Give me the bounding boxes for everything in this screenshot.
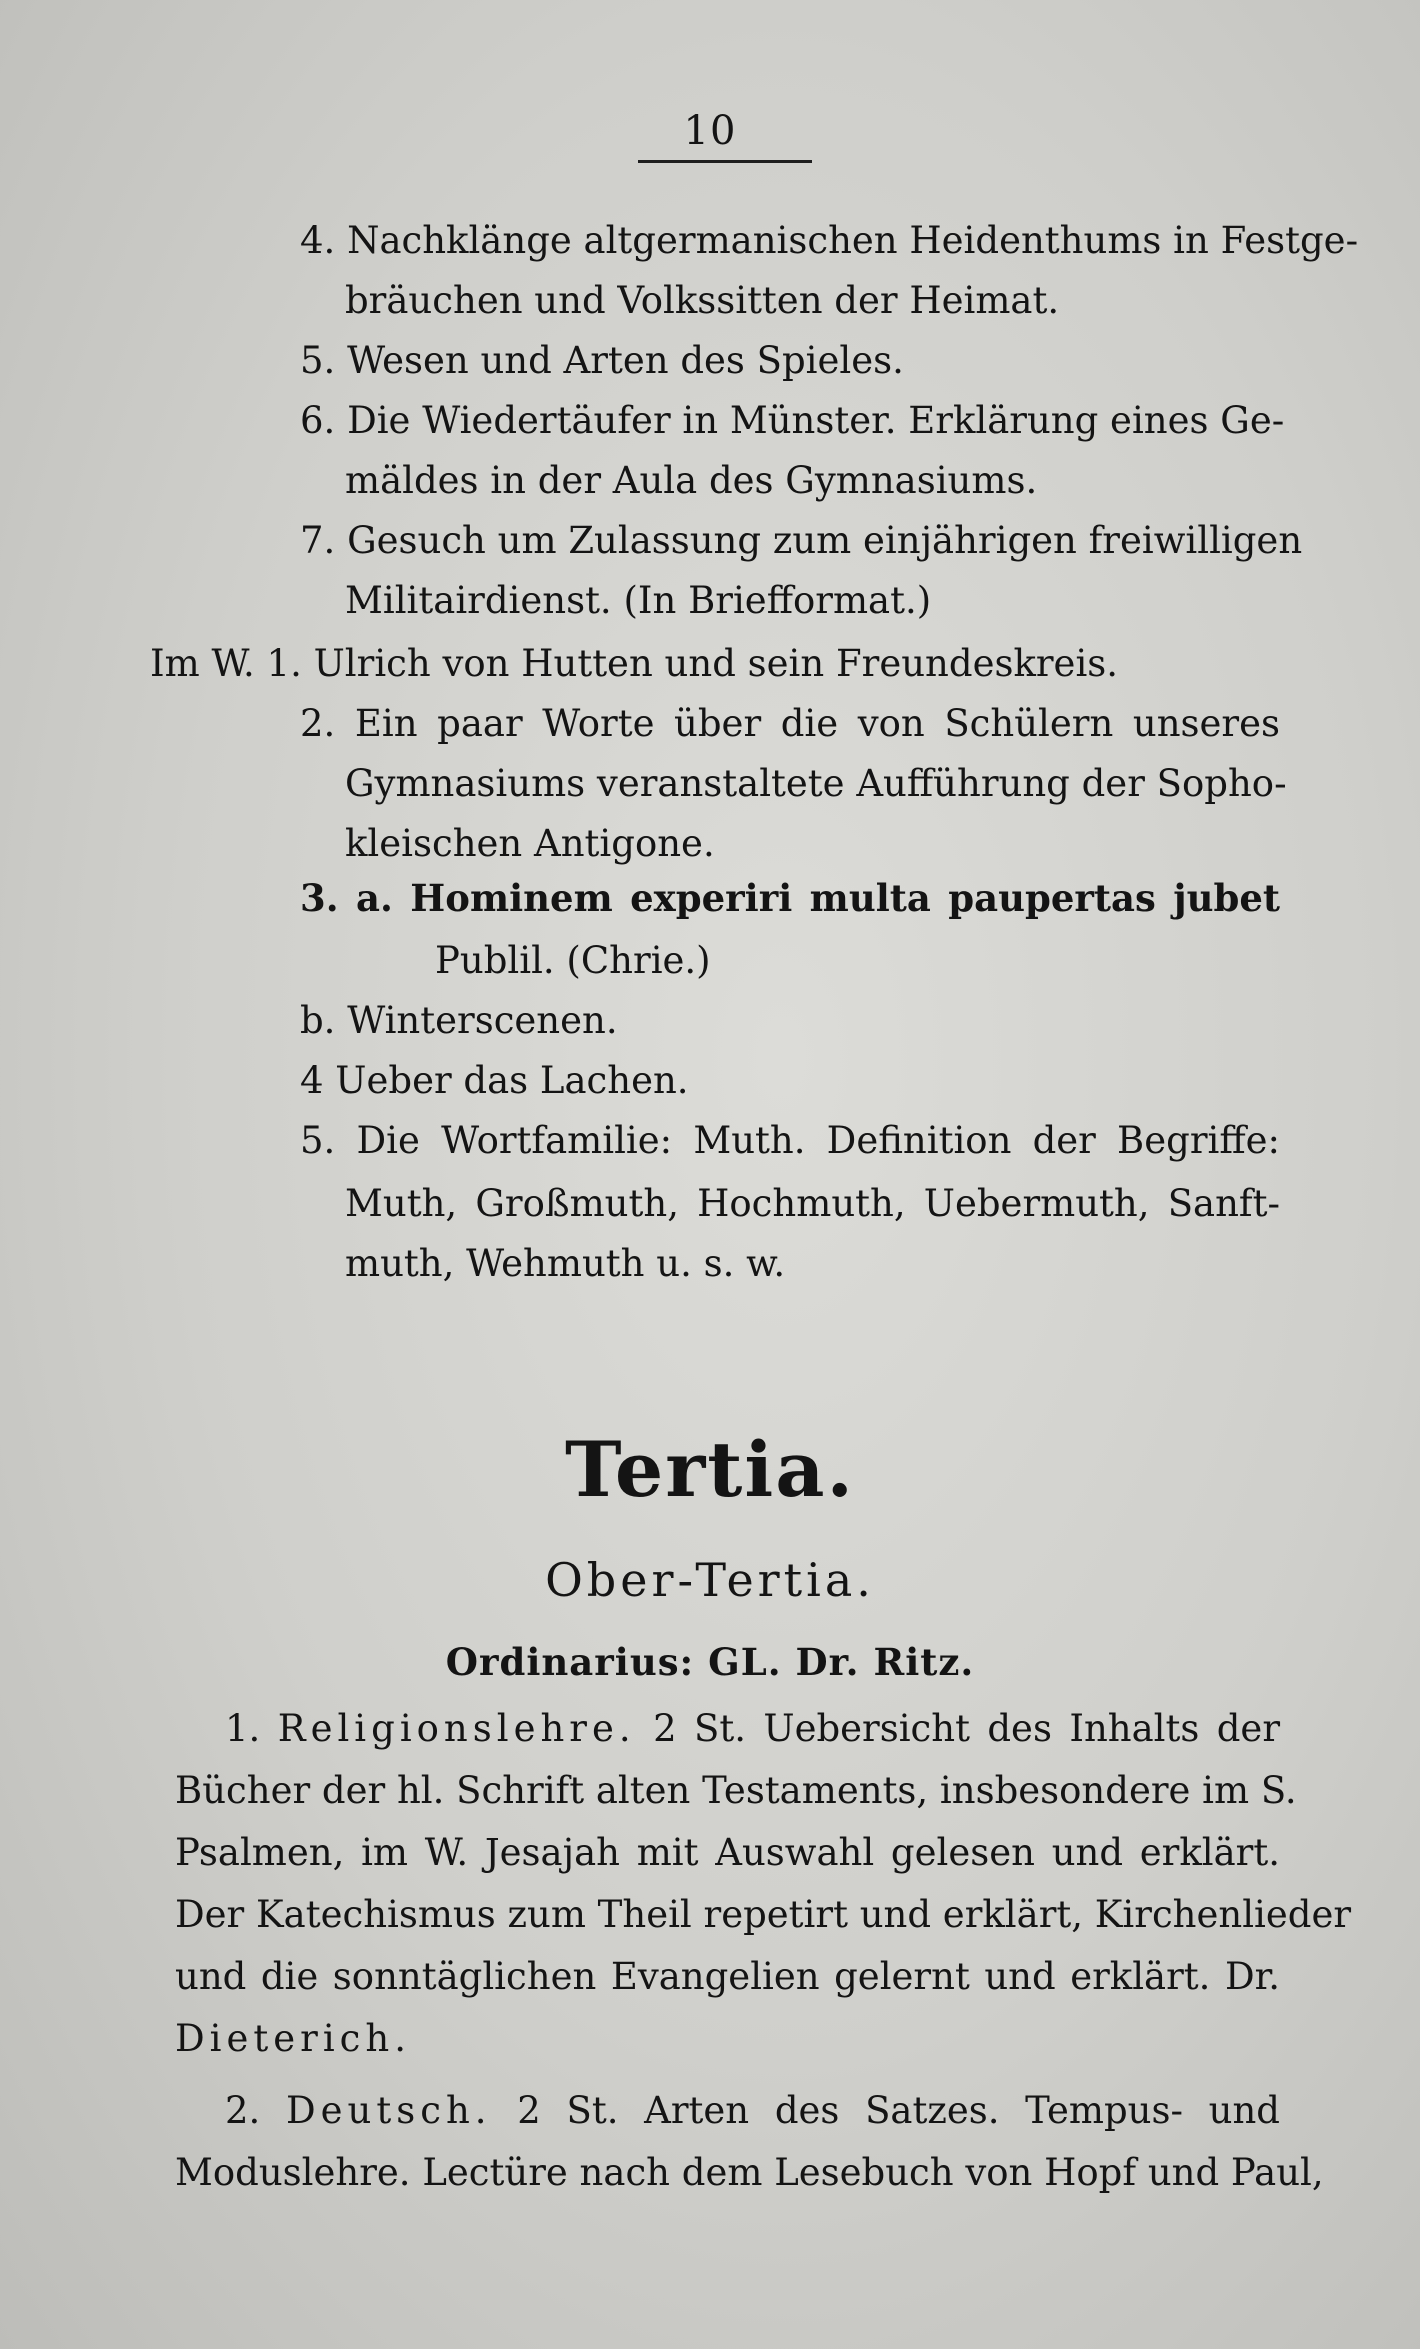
topic-line: 5. Wesen und Arten des Spieles. bbox=[300, 339, 904, 382]
section-religion-first-line bbox=[225, 1707, 1281, 1750]
topic-line: kleischen Antigone. bbox=[345, 822, 715, 865]
section-deutsch-first-line bbox=[225, 2089, 1280, 2132]
section-text: 2 St. Arten des Satzes. Tempus- und bbox=[517, 2089, 1280, 2132]
section-teacher: Dieterich. bbox=[175, 2017, 411, 2060]
topic-line: Muth, Großmuth, Hochmuth, Uebermuth, Sanft- bbox=[345, 1182, 1280, 1225]
topic-line: 4 Ueber das Lachen. bbox=[300, 1059, 689, 1102]
topic-line: 7. Gesuch um Zulassung zum einjährigen freiwilligen bbox=[300, 519, 1303, 562]
ordinarius-title: GL. bbox=[708, 1640, 782, 1684]
section-text: 2 St. Uebersicht des Inhalts der bbox=[653, 1707, 1281, 1750]
page-number: 10 bbox=[683, 108, 737, 154]
section-text-line: Moduslehre. Lectüre nach dem Lesebuch von Hopf und Paul, bbox=[175, 2151, 1324, 2194]
ordinarius-name: Dr. Ritz. bbox=[795, 1640, 975, 1684]
heading-tertia: Tertia. bbox=[565, 1425, 855, 1514]
page-number-rule bbox=[638, 160, 812, 163]
topic-line: muth, Wehmuth u. s. w. bbox=[345, 1242, 786, 1285]
topic-line: Militairdienst. (In Briefformat.) bbox=[345, 579, 932, 622]
topic-line: 6. Die Wiedertäufer in Münster. Erklärung eines Ge- bbox=[300, 399, 1285, 442]
ordinarius-label: Ordinarius: bbox=[445, 1640, 695, 1684]
topic-line: mäldes in der Aula des Gymnasiums. bbox=[345, 459, 1038, 502]
topic-line: Publil. (Chrie.) bbox=[435, 939, 711, 982]
topic-line: 4. Nachklänge altgermanischen Heidenthums in Festge- bbox=[300, 219, 1359, 262]
topic-line: Im W. 1. Ulrich von Hutten und sein Freundeskreis. bbox=[150, 642, 1119, 685]
ordinarius-line bbox=[0, 1640, 1420, 1684]
section-text-line: Bücher der hl. Schrift alten Testaments, insbesondere im S. bbox=[175, 1769, 1297, 1812]
topic-line: b. Winterscenen. bbox=[300, 999, 618, 1042]
topic-line-latin: 3. a. Hominem experiri multa paupertas jubet bbox=[300, 876, 1280, 920]
section-text-line: Der Katechismus zum Theil repetirt und erklärt, Kirchenlieder bbox=[175, 1893, 1352, 1936]
topic-line: bräuchen und Volkssitten der Heimat. bbox=[345, 279, 1060, 322]
section-text-line: Psalmen, im W. Jesajah mit Auswahl gelesen und erklärt. bbox=[175, 1831, 1280, 1874]
section-subject: Deutsch. bbox=[286, 2089, 492, 2132]
section-number: 2. bbox=[225, 2089, 261, 2132]
topic-line: 5. Die Wortfamilie: Muth. Definition der Begriffe: bbox=[300, 1119, 1280, 1162]
topic-line: Gymnasiums veranstaltete Aufführung der Sopho- bbox=[345, 762, 1287, 805]
section-text-line: und die sonntäglichen Evangelien gelernt und erklärt. Dr. bbox=[175, 1955, 1280, 1998]
section-number: 1. bbox=[225, 1707, 261, 1750]
section-subject: Religionslehre. bbox=[277, 1707, 636, 1750]
heading-ober-tertia: Ober-Tertia. bbox=[545, 1553, 875, 1607]
topic-line: 2. Ein paar Worte über die von Schülern unseres bbox=[300, 702, 1280, 745]
